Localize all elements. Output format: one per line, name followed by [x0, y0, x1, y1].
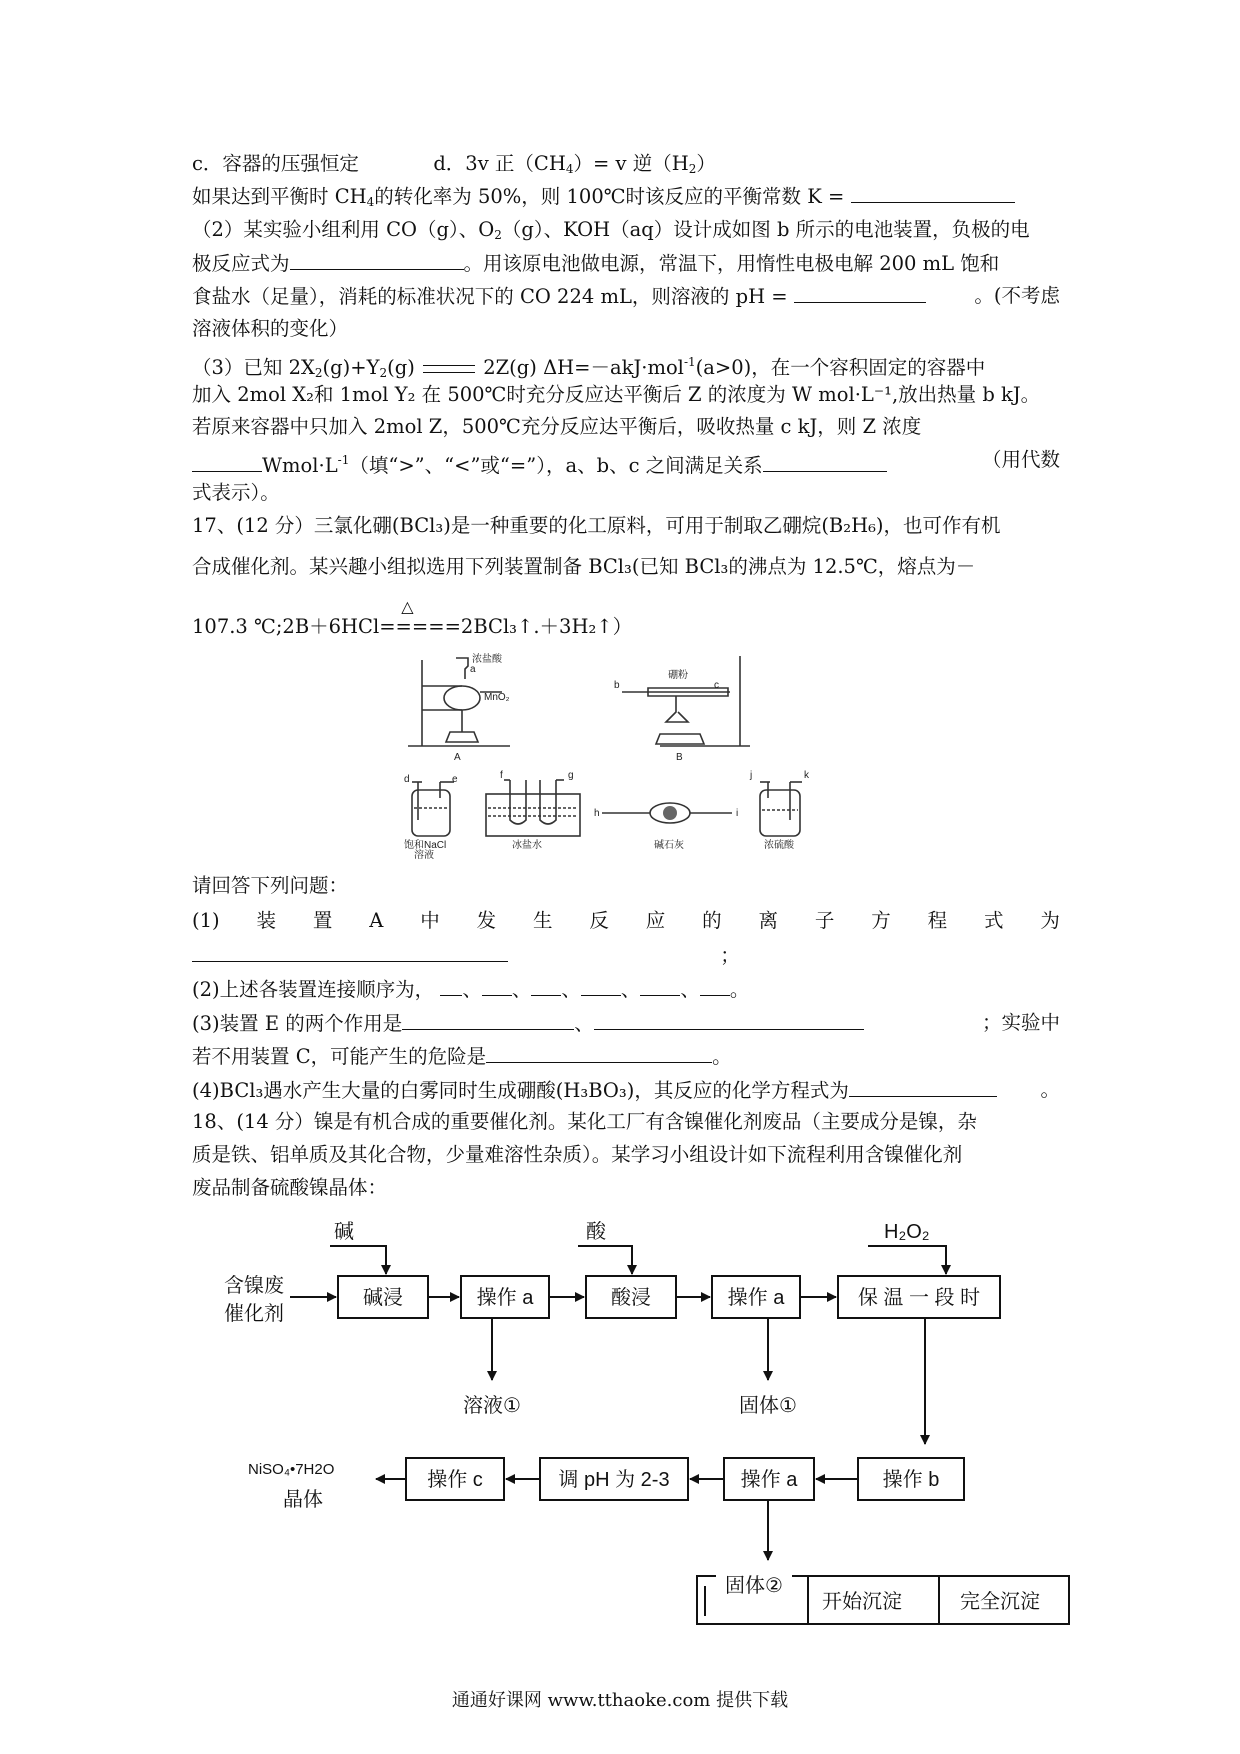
app-d-f: f — [500, 770, 503, 781]
q17-q1-word: 生 — [532, 909, 553, 932]
q17-q3-line2: 若不用装置 C，可能产生的危险是 。 — [192, 1042, 1060, 1071]
q18-line3: 废品制备硫酸镍晶体： — [192, 1176, 388, 1199]
q18-line1: 18、(14 分）镍是有机合成的重要催化剂。某化工厂有含镍催化剂废品（主要成分是镍，杂 — [192, 1110, 977, 1133]
q16-part3-line5: 式表示）。 — [192, 481, 280, 504]
flow-product-formula: NiSO₄•7H2O — [248, 1461, 335, 1478]
app-e-i: i — [736, 808, 739, 819]
flow-box-keep-warm: 保 温 一 段 时 — [857, 1287, 981, 1309]
flow-product-crystal: 晶体 — [283, 1489, 323, 1511]
flow-box-op-a-2: 操作 a — [727, 1287, 785, 1309]
app-a-mno2: MnO₂ — [484, 692, 510, 703]
q17-line2: 合成催化剂。某兴趣小组拟选用下列装置制备 BCl₃(已知 BCl₃的沸点为 12.5℃，熔点为－ — [192, 555, 976, 578]
flow-box-op-c: 操作 c — [427, 1469, 483, 1491]
q16-option-c: c．容器的压强恒定 — [192, 152, 359, 175]
q16-part3-line2: 加入 2mol X₂和 1mol Y₂ 在 500℃时充分反应达平衡后 Z 的浓度为 W mol·L⁻¹,放出热量 b kJ。 — [192, 383, 1041, 406]
q16-option-d: d．3v 正$(CH_4)= v$ 逆$(H_2)$ — [433, 152, 716, 176]
app-label-b: B — [676, 752, 683, 763]
flow-output-solid-2-label: 固体② — [725, 1575, 783, 1597]
q17-q1-word: A — [369, 909, 384, 932]
flow-raw-material-2: 催化剂 — [224, 1303, 284, 1325]
app-c-liquid: 饱和NaCl — [404, 840, 447, 851]
q17-q1-word: 置 — [312, 909, 333, 932]
app-f-k: k — [804, 770, 809, 781]
flow-output-solid-1: 固体① — [739, 1395, 797, 1417]
q17-q1-word: 中 — [420, 909, 440, 932]
q17-q1-word: 发 — [476, 909, 497, 932]
heat-symbol: △ — [401, 597, 414, 616]
q16-part2-line4: 溶液体积的变化） — [192, 317, 349, 340]
q17-q1-word: 式 — [983, 909, 1004, 932]
table-header-complete-precipitation: 完全沉淀 — [960, 1591, 1040, 1613]
q17-q1-answer-line: ； — [192, 941, 1060, 970]
q16-part2-line2: 极反应式为 。用该原电池做电源，常温下，用惰性电极电解 200 mL 饱和 — [192, 249, 1060, 278]
app-e-liquid: 碱石灰 — [654, 840, 684, 851]
table-header-start-precipitation: 开始沉淀 — [822, 1591, 902, 1613]
app-f-j: j — [750, 770, 753, 781]
flow-input-acid: 酸 — [586, 1221, 606, 1243]
q16-k-line: 如果达到平衡时 $CH_4$的转化率为 50%，则 100℃时该反应的平衡常数 K = — [192, 182, 1060, 216]
q17-q1-word: 应 — [645, 909, 666, 932]
app-label-a: A — [454, 752, 461, 763]
app-c-e: e — [452, 774, 458, 785]
app-a-top: 浓盐酸 — [472, 654, 502, 665]
app-f-liquid: 浓硫酸 — [764, 840, 794, 851]
app-a-a: a — [470, 664, 476, 675]
q17-q1-word: 的 — [702, 909, 722, 932]
q17-q1-word: 装 — [256, 909, 276, 932]
flow-output-solution-1: 溶液① — [463, 1395, 521, 1417]
flow-box-adjust-ph: 调 pH 为 2-3 — [558, 1469, 670, 1491]
q17-q1-word: 子 — [814, 909, 835, 932]
q17-q1-word: 离 — [758, 909, 778, 932]
flow-box-op-a-3: 操作 a — [740, 1469, 798, 1491]
q17-q1-word: 反 — [589, 909, 609, 932]
app-d-g: g — [568, 770, 574, 781]
app-d-liquid: 冰盐水 — [512, 840, 542, 851]
q17-q2-line: (2)上述各装置连接顺序为， 、 、 、 、 、 。 — [192, 975, 1060, 1004]
q17-q3-line1: (3)装置 E 的两个作用是 、 ；实验中 — [192, 1011, 1060, 1035]
flow-box-op-b: 操作 b — [882, 1469, 940, 1491]
flow-raw-material-1: 含镍废 — [224, 1275, 284, 1297]
q16-part3-line3: 若原来容器中只加入 2mol Z，500℃充分反应达平衡后，吸收热量 c kJ，则 Z 浓度 — [192, 415, 922, 438]
app-c-liquid2: 溶液 — [414, 850, 434, 861]
q16-part3-line4: $Wmol\cdot L^{-1}$（填“>”、“<”或“=”），a、b、c 之间满足关系 （用代数 — [192, 446, 1060, 480]
app-b-c: c — [714, 680, 719, 691]
q17-q1-word: 程 — [927, 909, 948, 932]
q16-part3-line1: （3）已知 $2X_2(g)+Y_2(g)$ 2Z(g) ΔH=－akJ·mol$^{-1}$(a>0)，在一个容积固定的容器中 — [192, 355, 986, 380]
flow-input-h2o2: H₂O₂ — [884, 1221, 930, 1243]
q17-q1-word: (1) — [192, 909, 220, 932]
q17-line3: 107.3 ℃;2B＋6HCl △ =====2BCl₃↑.＋3H₂↑） — [192, 613, 1060, 641]
q17-q1-word: 为 — [1040, 909, 1060, 932]
q16-part2-line3: 食盐水（足量），消耗的标准状况下的 CO 224 mL，则溶液的 pH = 。(不考虑 — [192, 284, 1060, 308]
q17-q4-line: (4)BCl₃遇水产生大量的白雾同时生成硼酸(H₃BO₃)，其反应的化学方程式为 。 — [192, 1078, 1060, 1102]
flow-box-acid-leach: 酸浸 — [611, 1287, 651, 1309]
q16-part2-line1: （2）某实验小组利用 CO（g）、$O_2(g)$、KOH（aq）设计成如图 b 所示的电池装置，负极的电 — [192, 218, 1030, 242]
q17-line1: 17、(12 分）三氯化硼(BCl₃)是一种重要的化工原料，可用于制取乙硼烷(B₂H₆)，也可作有机 — [192, 514, 1001, 537]
app-c-d: d — [404, 774, 410, 785]
app-e-h: h — [594, 808, 600, 819]
flow-input-alkali: 碱 — [334, 1221, 354, 1243]
app-b-b: b — [614, 680, 620, 691]
flow-box-op-a-1: 操作 a — [476, 1287, 534, 1309]
q18-line2: 质是铁、铝单质及其化合物，少量难溶性杂质）。某学习小组设计如下流程利用含镍催化剂 — [192, 1143, 963, 1166]
app-b-top: 硼粉 — [668, 670, 688, 681]
flow-box-alkali-leach: 碱浸 — [363, 1287, 403, 1309]
page-footer: 通通好课网 www.tthaoke.com 提供下载 — [451, 1690, 789, 1711]
q17-q1-word: 方 — [871, 909, 891, 932]
q17-ask: 请回答下列问题： — [192, 874, 349, 897]
